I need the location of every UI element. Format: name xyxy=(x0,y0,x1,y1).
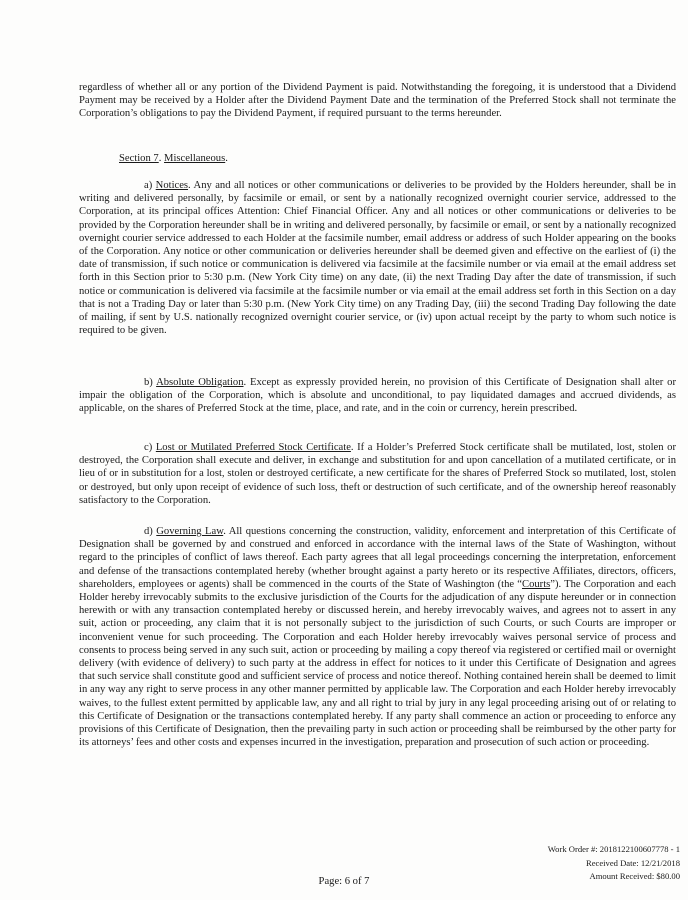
lost-certificate-paragraph: c) Lost or Mutilated Preferred Stock Certificate. If a Holder’s Preferred Stock certificate shall be mutilated, lost, stolen or destroyed, the Corporation shall execute and deliver, in exchange and substitution for and upon cancellation of a mutilated certificate, or in lieu of or in substitution for a lost, stolen or destroyed certificate, a new certificate for the shares of Preferred Stock so mutilated, lost, stolen or destroyed, but only upon receipt of evidence of such loss, theft or destruction of such certificate, and of the ownership hereof reasonably satisfactory to the Corporation. xyxy=(79,442,676,506)
section-heading: Section 7. Miscellaneous. xyxy=(119,153,228,164)
governing-law-heading: Governing Law xyxy=(156,526,224,537)
absolute-obligation-paragraph: b) Absolute Obligation. Except as expressly provided herein, no provision of this Certificate of Designation shall alter or impair the obligation of the Corporation, which is absolute and unconditional, to pay liquidated damages and accrued dividends, as applicable, on the shares of Preferred Stock at the time, place, and rate, and in the coin or currency, herein prescribed. xyxy=(79,377,676,415)
lost-certificate-heading: Lost or Mutilated Preferred Stock Certificate xyxy=(155,442,351,453)
notices-heading: Notices xyxy=(155,180,189,191)
received-date: Received Date: 12/21/2018 xyxy=(585,857,680,868)
courts-defined-term: Courts xyxy=(522,578,551,590)
notices-paragraph: a) Notices. Any and all notices or other communications or deliveries to be provided by the Holders hereunder, shall be in writing and delivered personally, by facsimile or email, or sent by a nationally recognized overnight courier service, addressed to the Corporation, at its principal offices Attention: Chief Financial Officer. Any and all notices or other communications or deliveries to be provided by the Corporation hereunder shall be in writing and delivered personally, by facsimile or email, or sent by a nationally recognized overnight courier service addressed to each Holder at the facsimile number, email address or address of such Holder appearing on the books of the Corporation. Any notice or other communication or deliveries hereunder shall be deemed given and effective on the earliest of (i) the date of transmission, if such notice or communication is delivered via facsimile at the facsimile number or via email at the email address set forth in this Section prior to 5:30 p.m. (New York City time) on any date, (ii) the next Trading Day after the date of transmission, if such notice or communication is delivered via facsimile at the facsimile number or via email at the email address set forth in this Section on a day that is not a Trading Day or later than 5:30 p.m. (New York City time) on any Trading Day, (iii) the second Trading Day following the date of mailing, if sent by U.S. nationally recognized overnight courier service, or (iv) upon actual receipt by the party to whom such notice is required to be given. xyxy=(79,180,676,337)
amount-received: Amount Received: $80.00 xyxy=(589,871,680,881)
intro-paragraph: regardless of whether all or any portion of the Dividend Payment is paid. Notwithstanding the foregoing, it is understood that a Dividend Payment may be received by a Holder after the Dividend Payment Date and the termination of the Preferred Stock shall not terminate the Corporation’s obligations to pay the Dividend Payment, if required pursuant to the terms hereunder. xyxy=(79,82,676,120)
work-order: Work Order #: 2018122100607778 - 1 xyxy=(547,844,680,854)
section-title: Miscellaneous xyxy=(164,153,226,164)
section-number: Section 7 xyxy=(119,153,159,164)
filing-stamp xyxy=(548,843,680,884)
absolute-obligation-heading: Absolute Obligation xyxy=(156,377,244,388)
page-number: Page: 6 of 7 xyxy=(318,876,370,887)
governing-law-paragraph: d) Governing Law. All questions concerning the construction, validity, enforcement and interpretation of this Certificate of Designation shall be governed by and construed and enforced in accordance with the internal laws of the State of Washington, without regard to the principles of conflict of laws thereof. Each party agrees that all legal proceedings concerning the interpretation, enforcement and defense of the transactions contemplated hereby (whether brought against a party hereto or its respective Affiliates, directors, officers, shareholders, employees or agents) shall be commenced in the courts of the State of Washington (the “Courts”). The Corporation and each Holder hereby irrevocably submits to the exclusive jurisdiction of the Courts for the adjudication of any dispute hereunder or in connection herewith or with any transaction contemplated hereby or discussed herein, and hereby irrevocably waives, and agrees not to assert in any suit, action or proceeding, any claim that it is not personally subject to the jurisdiction of such Courts, or such Courts are improper or inconvenient venue for such proceeding. The Corporation and each Holder hereby irrevocably waives personal service of process and consents to process being served in any such suit, action or proceeding by mailing a copy thereof via registered or certified mail or overnight delivery (with evidence of delivery) to such party at the address in effect for notices to it under this Certificate of Designation and agrees that such service shall constitute good and sufficient service of process and notice thereof. Nothing contained herein shall be deemed to limit in any way any right to serve process in any other manner permitted by applicable law. The Corporation and each Holder hereby irrevocably waives, to the fullest extent permitted by applicable law, any and all right to trial by jury in any legal proceeding arising out of or relating to this Certificate of Designation or the transactions contemplated hereby. If any party shall commence an action or proceeding to enforce any provisions of this Certificate of Designation, then the prevailing party in such action or proceeding shall be reimbursed by the other party for its attorneys’ fees and other costs and expenses incurred in the investigation, preparation and prosecution of such action or proceeding. xyxy=(79,526,676,749)
